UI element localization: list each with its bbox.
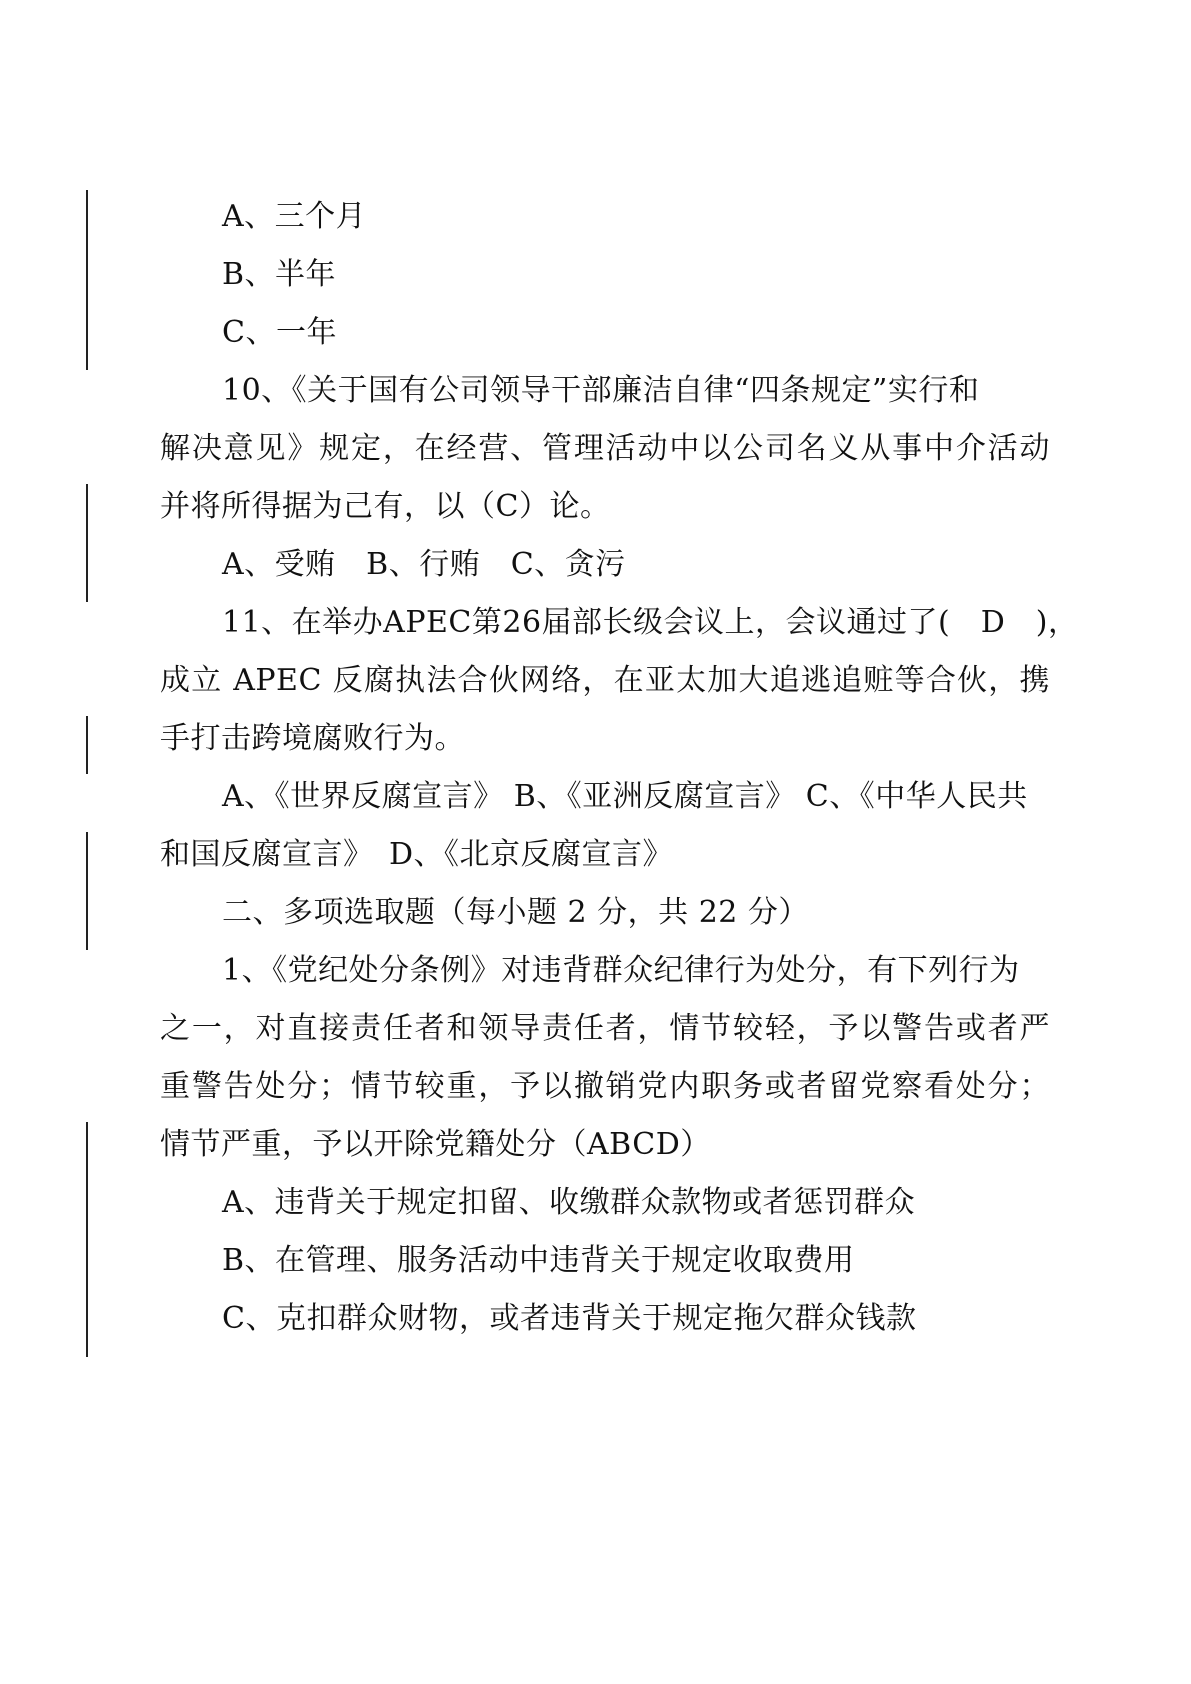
q11-options-line-1: A、《世界反腐宣言》 B、《亚洲反腐宣言》 C、《中华人民共 — [222, 779, 1028, 814]
q10-line-1: 10、《关于国有公司领导干部廉洁自律“四条规定”实行和 — [222, 373, 980, 408]
q9-option-a: A、三个月 — [222, 199, 367, 234]
q11-options-line-2: 和国反腐宣言》 D、《北京反腐宣言》 — [160, 837, 674, 872]
q10-line-3: 并将所得据为己有，以（C）论。 — [160, 489, 611, 524]
q9-option-b: B、半年 — [222, 257, 337, 292]
mq1-line-3: 重警告处分；情节较重，予以撤销党内职务或者留党察看处分； — [160, 1069, 1050, 1104]
q11-line-3: 手打击跨境腐败行为。 — [160, 721, 465, 756]
revision-bar — [86, 1122, 88, 1357]
mq1-line-1: 1、《党纪处分条例》对违背群众纪律行为处分，有下列行为 — [222, 953, 1020, 988]
mq1-line-4: 情节严重，予以开除党籍处分（ABCD） — [160, 1127, 711, 1162]
revision-bar — [86, 190, 88, 370]
mq1-option-b: B、在管理、服务活动中违背关于规定收取费用 — [222, 1243, 855, 1278]
section-heading: 二、多项选取题（每小题 2 分，共 22 分） — [222, 895, 809, 930]
q11-line-1: 11、在举办APEC第26届部长级会议上，会议通过了( D )， — [222, 605, 1079, 640]
revision-bar — [86, 716, 88, 774]
revision-bar — [86, 484, 88, 602]
q10-options: A、受贿 B、行贿 C、贪污 — [222, 547, 626, 582]
mq1-option-c: C、克扣群众财物，或者违背关于规定拖欠群众钱款 — [222, 1301, 917, 1336]
q10-line-2: 解决意见》规定，在经营、管理活动中以公司名义从事中介活动 — [160, 431, 1050, 466]
q9-option-c: C、一年 — [222, 315, 337, 350]
q11-line-2: 成立 APEC 反腐执法合伙网络，在亚太加大追逃追赃等合伙，携 — [160, 663, 1050, 698]
revision-bar — [86, 832, 88, 950]
mq1-line-2: 之一，对直接责任者和领导责任者，情节较轻，予以警告或者严 — [160, 1011, 1050, 1046]
mq1-option-a: A、违背关于规定扣留、收缴群众款物或者惩罚群众 — [222, 1185, 916, 1220]
